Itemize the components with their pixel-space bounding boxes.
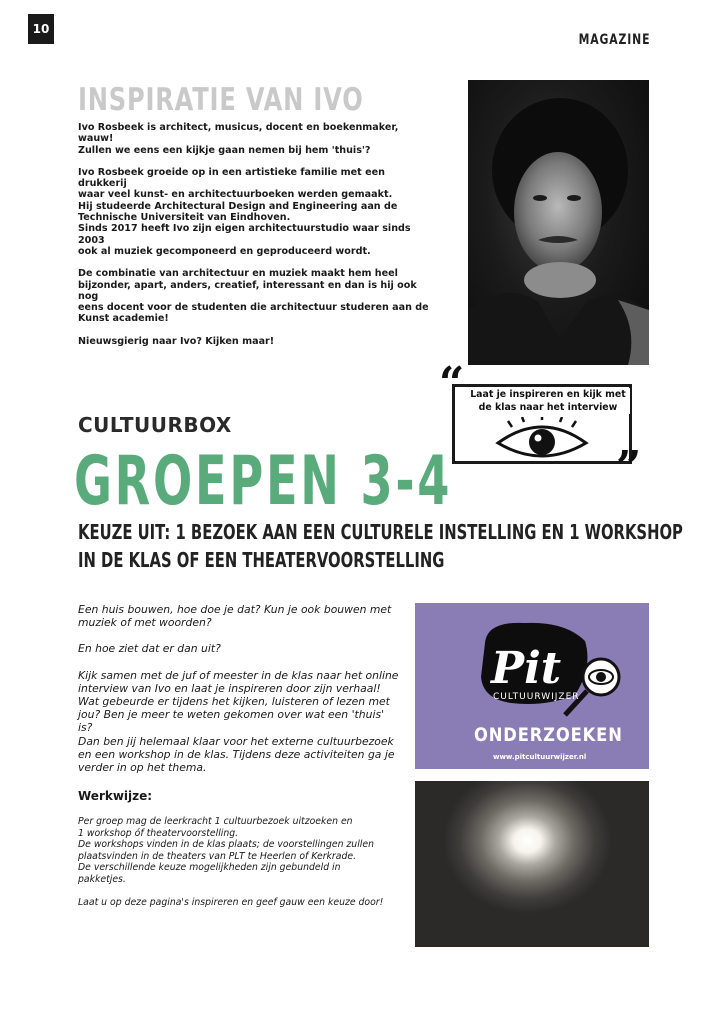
text-line: Zullen we eens een kijkje gaan nemen bij hem 'thuis'?: [78, 144, 371, 156]
text-line: verder in op het thema.: [78, 761, 207, 775]
text-line: waar veel kunst- en architectuurboeken werden gemaakt.: [78, 189, 393, 201]
text-line: is?: [78, 721, 93, 735]
tunnel-light-photo: [415, 781, 649, 947]
text-line: Ivo Rosbeek groeide op in een artistieke familie met een drukkerij: [78, 166, 385, 190]
keuze-subheading: [78, 518, 683, 574]
pit-tagline: CULTUURWIJZER: [493, 692, 580, 702]
text-line: En hoe ziet dat er dan uit?: [78, 642, 221, 656]
werkwijze-text: [78, 816, 418, 919]
portrait-photo: [468, 80, 649, 365]
text-line: plaatsvinden in de theaters van PLT te Heerlen of Kerkrade.: [78, 850, 357, 862]
text-line: ook al muziek gecomponeerd en geproduceerd wordt.: [78, 245, 371, 257]
text-line: Nieuwsgierig naar Ivo? Kijken maar!: [78, 335, 275, 347]
text-line: Laat u op deze pagina's inspireren en geef gauw een keuze door!: [78, 896, 384, 908]
text-line: De verschillende keuze mogelijkheden zijn gebundeld in: [78, 862, 341, 874]
inspiratie-paragraph: [78, 122, 436, 156]
inspiratie-paragraph: [78, 336, 436, 347]
text-line: Technische Universiteit van Eindhoven.: [78, 212, 291, 224]
portrait-illustration: [468, 80, 649, 365]
subheading-line: KEUZE UIT: 1 BEZOEK AAN EEN CULTURELE INSTELLING EN 1 WORKSHOP: [78, 520, 683, 544]
text-line: Wat gebeurde er tijdens het kijken, luisteren of lezen met: [78, 695, 390, 709]
text-line: 1 workshop óf theatervoorstelling.: [78, 827, 239, 839]
inspiratie-paragraph: [78, 268, 436, 324]
text-line: muziek of met woorden?: [78, 616, 212, 630]
text-line: en een workshop in de klas. Tijdens deze activiteiten ga je: [78, 747, 395, 761]
werkwijze-title: Werkwijze:: [78, 789, 153, 803]
quote-text: [466, 388, 630, 414]
cultuurbox-label: CULTUURBOX: [78, 413, 232, 437]
text-line: Dan ben jij helemaal klaar voor het externe cultuurbezoek: [78, 734, 394, 748]
quote-line: de klas naar het interview: [478, 402, 618, 413]
inspiratie-body: [78, 122, 436, 358]
subheading-line: IN DE KLAS OF EEN THEATERVOORSTELLING: [78, 548, 445, 572]
text-line: pakketjes.: [78, 873, 126, 885]
pit-logo-text: Pit: [491, 643, 562, 694]
text-line: jou? Ben je meer te weten gekomen over wat een 'thuis': [78, 708, 385, 722]
groepen-heading: GROEPEN 3-4: [74, 442, 453, 521]
werkwijze-paragraph: [78, 816, 418, 886]
text-line: Ivo Rosbeek is architect, musicus, docent en boekenmaker, wauw!: [78, 122, 399, 145]
text-line: Sinds 2017 heeft Ivo zijn eigen architectuurstudio waar sinds 2003: [78, 223, 411, 246]
inspiratie-paragraph: [78, 167, 436, 257]
werkwijze-paragraph: [78, 897, 418, 909]
text-line: Per groep mag de leerkracht 1 cultuurbezoek uitzoeken en: [78, 816, 353, 827]
intro-paragraph: [78, 669, 410, 775]
intro-paragraph: [78, 603, 410, 629]
quote-close-mark: ”: [616, 442, 642, 493]
inspiratie-title: INSPIRATIE VAN IVO: [78, 82, 364, 118]
quote-open-mark: “: [439, 358, 465, 409]
text-line: Kunst academie!: [78, 313, 169, 325]
text-line: De combinatie van architectuur en muziek maakt hem heel: [78, 268, 398, 280]
quote-line: Laat je inspireren en kijk met: [470, 389, 626, 400]
text-line: Hij studeerde Architectural Design and Engineering aan de: [78, 200, 398, 212]
eye-icon: [494, 417, 590, 468]
page-number: 10: [28, 14, 54, 44]
onderzoeken-title: ONDERZOEKEN: [474, 724, 623, 746]
text-line: bijzonder, apart, anders, creatief, interessant en dan is hij ook nog: [78, 279, 417, 302]
text-line: De workshops vinden in de klas plaats; de voorstellingen zullen: [78, 839, 374, 851]
pit-url: www.pitcultuurwijzer.nl: [493, 753, 587, 761]
section-label: MAGAZINE: [578, 32, 650, 48]
text-line: eens docent voor de studenten die architectuur studeren aan de: [78, 302, 429, 314]
text-line: interview van Ivo en laat je inspireren door zijn verhaal!: [78, 681, 381, 695]
text-line: Kijk samen met de juf of meester in de klas naar het online: [78, 668, 399, 682]
intro-text: [78, 603, 410, 787]
text-line: Een huis bouwen, hoe doe je dat? Kun je ook bouwen met: [78, 603, 392, 616]
intro-paragraph: [78, 642, 410, 655]
